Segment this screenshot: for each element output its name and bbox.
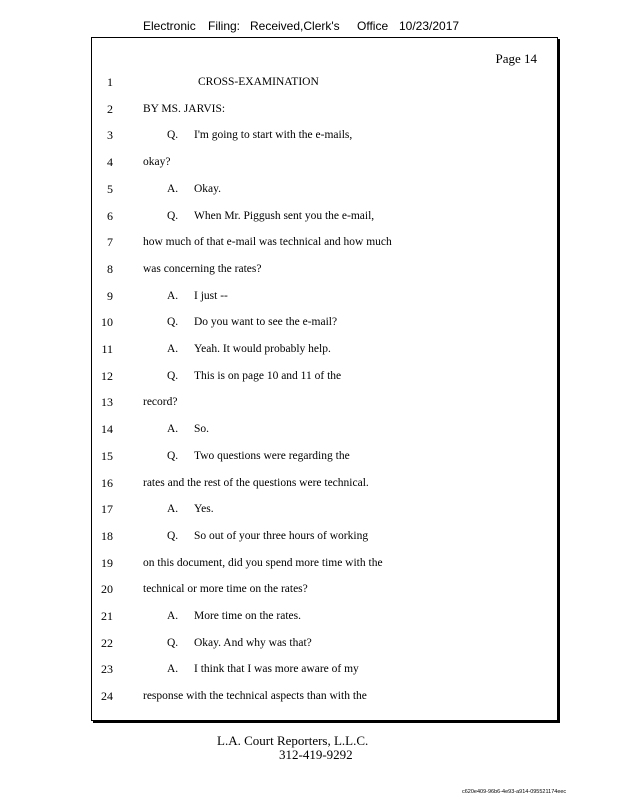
transcript-line bbox=[92, 661, 557, 677]
transcript-line bbox=[92, 234, 557, 250]
line-text: rates and the rest of the questions were technical. bbox=[143, 476, 369, 489]
line-number: 14 bbox=[101, 422, 113, 437]
filing-header bbox=[0, 19, 618, 37]
line-number: 13 bbox=[101, 395, 113, 410]
line-number: 7 bbox=[107, 235, 113, 250]
line-text: BY MS. JARVIS: bbox=[143, 102, 226, 115]
line-number: 3 bbox=[107, 128, 113, 143]
line-number: 5 bbox=[107, 181, 113, 196]
transcript-line bbox=[92, 581, 557, 597]
line-number: 18 bbox=[101, 528, 113, 543]
transcript-page bbox=[91, 37, 558, 721]
line-text: Do you want to see the e-mail? bbox=[194, 316, 338, 329]
line-number: 24 bbox=[101, 689, 113, 704]
page-number: Page 14 bbox=[495, 51, 537, 66]
transcript-line bbox=[92, 501, 557, 517]
speaker-label: A. bbox=[167, 663, 179, 676]
transcript-line bbox=[92, 688, 557, 704]
line-text: I think that I was more aware of my bbox=[194, 663, 359, 676]
line-number: 10 bbox=[101, 315, 113, 330]
transcript-line bbox=[92, 261, 557, 277]
transcript-line bbox=[92, 74, 557, 90]
line-number: 19 bbox=[101, 555, 113, 570]
transcript-line bbox=[92, 635, 557, 651]
speaker-label: Q. bbox=[167, 369, 179, 382]
line-number: 4 bbox=[107, 155, 113, 170]
filing-word-electronic: Electronic bbox=[143, 19, 196, 33]
footer-phone: 312-419-9292 bbox=[279, 747, 353, 762]
transcript-line bbox=[92, 208, 557, 224]
transcript-line bbox=[92, 127, 557, 143]
transcript-line bbox=[92, 101, 557, 117]
line-text: record? bbox=[143, 396, 178, 409]
line-number: 9 bbox=[107, 288, 113, 303]
line-text: I'm going to start with the e-mails, bbox=[194, 129, 353, 142]
line-text: Two questions were regarding the bbox=[194, 449, 350, 462]
speaker-label: Q. bbox=[167, 129, 179, 142]
transcript-line bbox=[92, 154, 557, 170]
line-number: 1 bbox=[107, 75, 113, 89]
line-text: This is on page 10 and 11 of the bbox=[194, 369, 342, 382]
line-number: 8 bbox=[107, 261, 113, 276]
line-text: Yeah. It would probably help. bbox=[194, 343, 331, 355]
speaker-label: A. bbox=[167, 289, 179, 302]
line-number: 12 bbox=[101, 368, 113, 383]
line-text: okay? bbox=[143, 156, 171, 169]
transcript-line bbox=[92, 368, 557, 384]
line-text: I just -- bbox=[194, 289, 228, 302]
filing-date: 10/23/2017 bbox=[399, 19, 460, 33]
footer-company: L.A. Court Reporters, L.L.C. bbox=[217, 733, 369, 748]
line-number: 11 bbox=[101, 342, 113, 356]
transcript-line bbox=[92, 341, 557, 357]
transcript-line bbox=[92, 421, 557, 437]
filing-word-received: Received,Clerk's bbox=[250, 19, 340, 33]
line-number: 17 bbox=[101, 502, 113, 517]
line-text: More time on the rates. bbox=[194, 610, 301, 622]
transcript-line bbox=[92, 448, 557, 464]
speaker-label: A. bbox=[167, 610, 179, 622]
line-number: 15 bbox=[101, 448, 113, 463]
transcript-line bbox=[92, 475, 557, 491]
line-number: 23 bbox=[101, 662, 113, 677]
line-number: 2 bbox=[107, 101, 113, 116]
transcript-line bbox=[92, 608, 557, 624]
transcript-line bbox=[92, 181, 557, 197]
speaker-label: A. bbox=[167, 503, 179, 516]
transcript-line bbox=[92, 555, 557, 571]
line-text: technical or more time on the rates? bbox=[143, 583, 308, 596]
line-text: Okay. And why was that? bbox=[194, 636, 312, 649]
line-text: on this document, did you spend more time with the bbox=[143, 556, 383, 569]
line-number: 20 bbox=[101, 582, 113, 597]
line-text: Okay. bbox=[194, 182, 222, 195]
filing-word-office: Office bbox=[357, 19, 389, 33]
speaker-label: Q. bbox=[167, 449, 179, 462]
speaker-label: Q. bbox=[167, 316, 179, 329]
transcript-line bbox=[92, 528, 557, 544]
transcript-line bbox=[92, 288, 557, 304]
document-id: c620e409-96b6-4e93-a914-095521174eec bbox=[462, 789, 567, 795]
line-number: 22 bbox=[101, 635, 113, 650]
speaker-label: A. bbox=[167, 343, 179, 355]
line-text: response with the technical aspects than with the bbox=[143, 690, 367, 703]
line-number: 16 bbox=[101, 475, 113, 490]
line-number: 21 bbox=[101, 609, 113, 623]
speaker-label: A. bbox=[167, 423, 179, 436]
line-number: 6 bbox=[107, 208, 113, 223]
line-text: When Mr. Piggush sent you the e-mail, bbox=[194, 209, 375, 222]
transcript-line bbox=[92, 394, 557, 410]
line-text: how much of that e-mail was technical and how much bbox=[143, 236, 392, 249]
line-text: CROSS-EXAMINATION bbox=[198, 76, 319, 88]
line-text: Yes. bbox=[194, 503, 214, 516]
speaker-label: A. bbox=[167, 182, 179, 195]
speaker-label: Q. bbox=[167, 209, 179, 222]
transcript-line bbox=[92, 314, 557, 330]
line-text: So. bbox=[194, 423, 210, 436]
speaker-label: Q. bbox=[167, 529, 179, 542]
filing-word-filing: Filing: bbox=[208, 19, 241, 33]
line-text: was concerning the rates? bbox=[143, 262, 262, 275]
line-text: So out of your three hours of working bbox=[194, 529, 369, 542]
speaker-label: Q. bbox=[167, 636, 179, 649]
